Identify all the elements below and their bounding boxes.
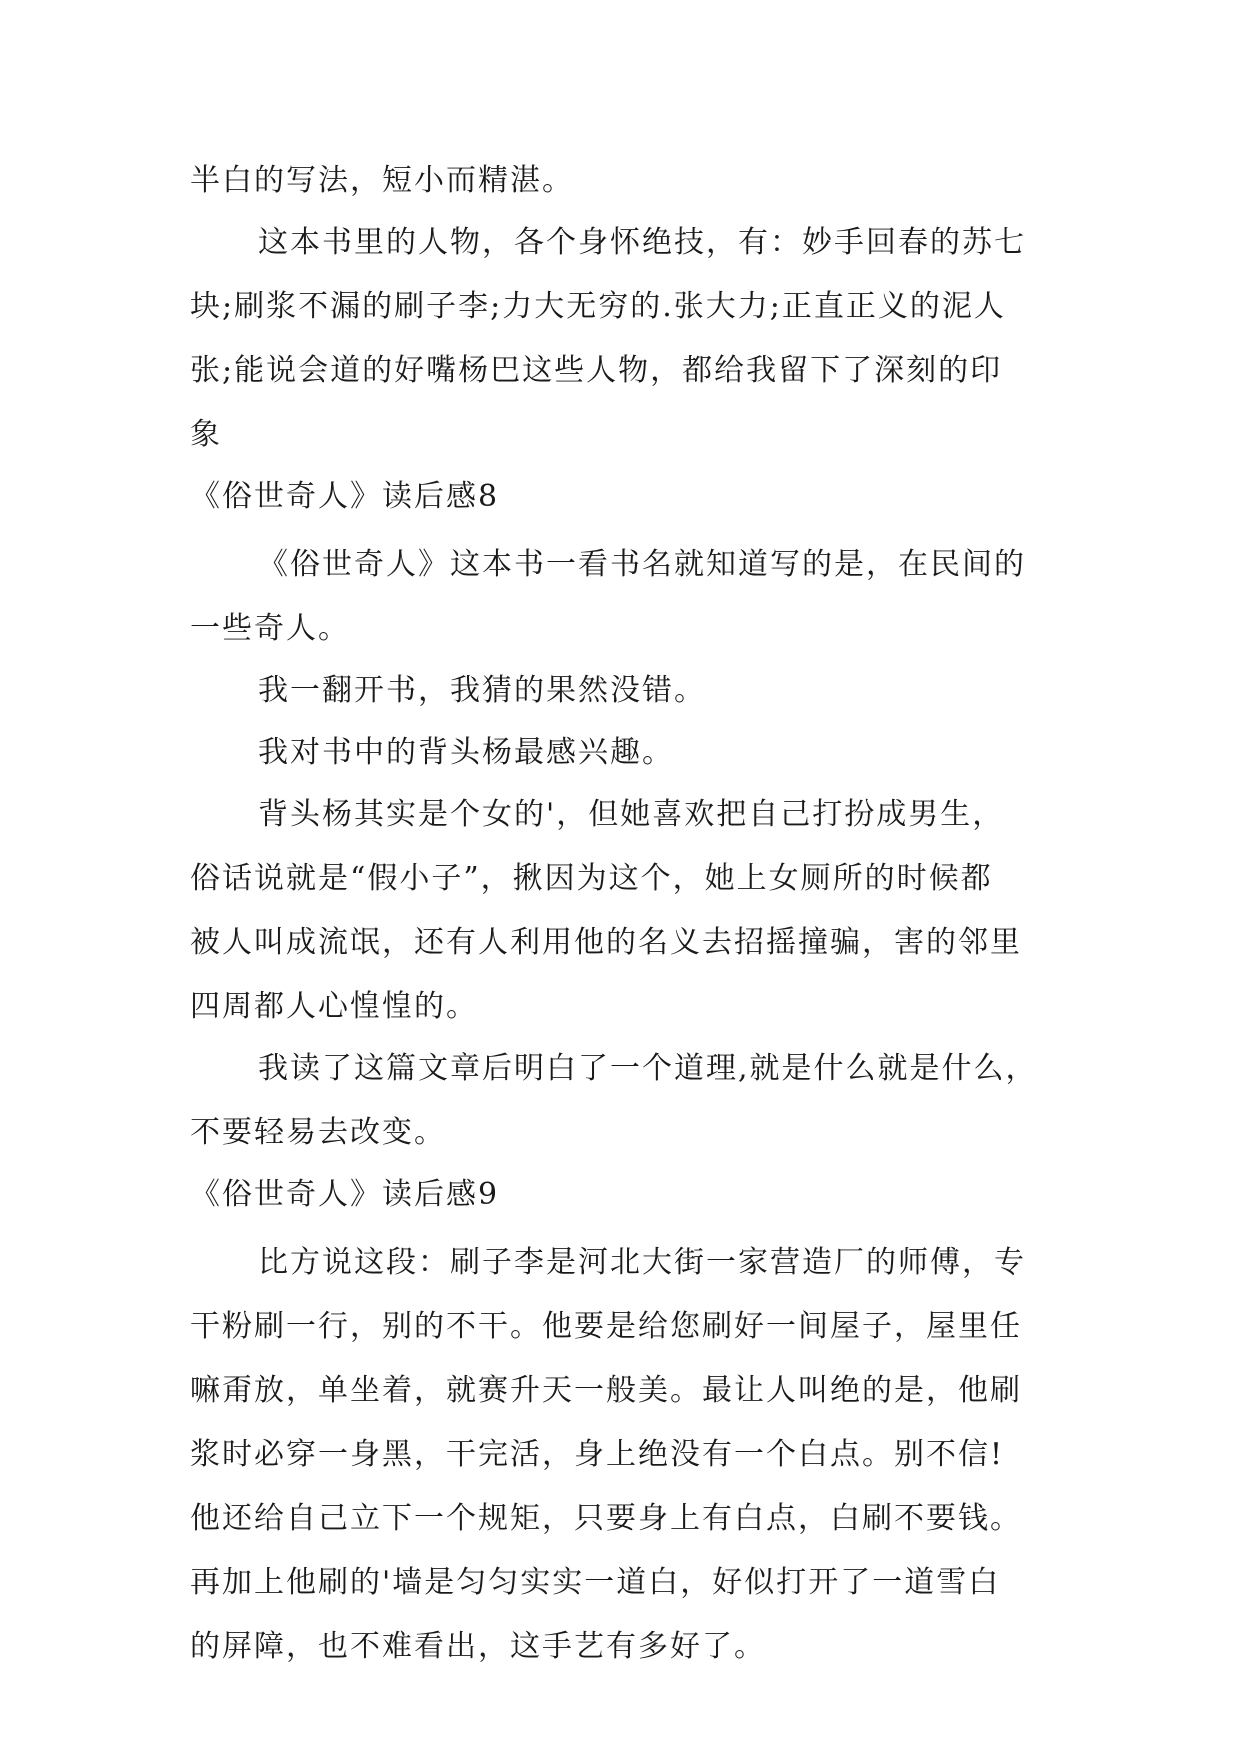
paragraph-line: 我一翻开书，我猜的果然没错。 (258, 673, 706, 708)
paragraph-line: 嘛甭放，单坐着，就赛升天一般美。最让人叫绝的是，他刷 (190, 1373, 1022, 1408)
paragraph-line: 这本书里的人物，各个身怀绝技，有：妙手回春的苏七 (258, 225, 1026, 260)
document-body (190, 162, 1090, 1666)
paragraph-line: 的屏障，也不难看出，这手艺有多好了。 (190, 1629, 766, 1664)
paragraph-line: 一些奇人。 (190, 611, 350, 646)
paragraph-line: 俗话说就是“假小子”，揪因为这个，她上女厕所的时候都 (190, 861, 993, 896)
paragraph-line: 浆时必穿一身黑，干完活，身上绝没有一个白点。别不信! (190, 1437, 1005, 1472)
paragraph-line: 《俗世奇人》这本书一看书名就知道写的是，在民间的 (258, 547, 1026, 582)
paragraph-line: 不要轻易去改变。 (190, 1115, 446, 1150)
paragraph-line: 块;刷浆不漏的刷子李;力大无穷的.张大力;正直正义的泥人 (190, 289, 1006, 324)
paragraph-line: 象 (190, 417, 222, 452)
paragraph-line: 干粉刷一行，别的不干。他要是给您刷好一间屋子，屋里任 (190, 1309, 1022, 1344)
paragraph-line: 半白的写法，短小而精湛。 (190, 163, 574, 198)
paragraph-line: 比方说这段：刷子李是河北大街一家营造厂的师傅，专 (258, 1245, 1026, 1280)
section-heading: 《俗世奇人》读后感9 (190, 1177, 500, 1212)
paragraph-line: 四周都人心惶惶的。 (190, 989, 478, 1024)
paragraph-line: 被人叫成流氓，还有人利用他的名义去招摇撞骗，害的邻里 (190, 925, 1022, 960)
paragraph-line: 他还给自己立下一个规矩，只要身上有白点，白刷不要钱。 (190, 1501, 1022, 1536)
paragraph-line: 张;能说会道的好嘴杨巴这些人物，都给我留下了深刻的印 (190, 353, 1003, 388)
section-heading: 《俗世奇人》读后感8 (190, 479, 500, 514)
paragraph-line: 再加上他刷的'墙是匀匀实实一道白，好似打开了一道雪白 (190, 1565, 1001, 1600)
paragraph-line: 背头杨其实是个女的'，但她喜欢把自己打扮成男生， (258, 797, 1005, 832)
paragraph-line: 我读了这篇文章后明白了一个道理,就是什么就是什么， (258, 1051, 1038, 1086)
paragraph-line: 我对书中的背头杨最感兴趣。 (258, 735, 674, 770)
